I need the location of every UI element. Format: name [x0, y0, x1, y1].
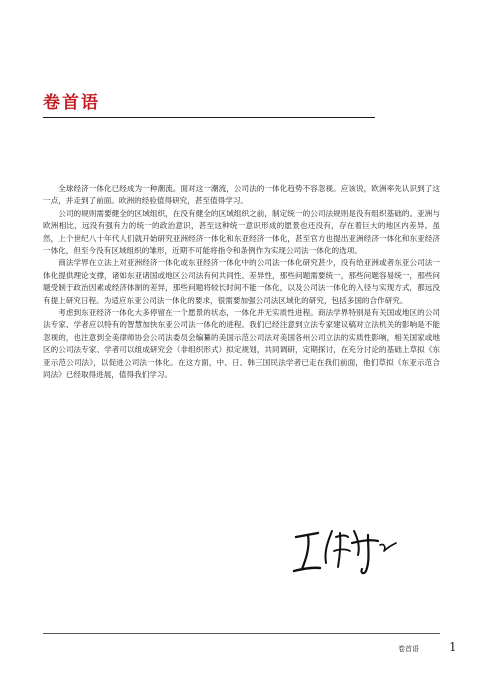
page-number: 1 [449, 640, 457, 654]
running-footer-label: 卷首语 [398, 645, 419, 653]
footer-rule [43, 633, 440, 634]
paragraph: 商法学界在立法上对亚洲经济一体化或东亚经济一体化中的公司法一体化研究甚少，没有给亚洲或者东亚公司法一体化提供理论支撑，诸如东亚诸国或地区公司法有何共同性、差异性，那些问题需要统一，那些问题容易统一，那些问题受制于政治因素或经济体制的差异，那些问题将较长时间不能一体化，以及公司法一体化的入径与实现方式，都远没有提上研究日程。为适应东亚公司法一体化的要求，很需要加强公司法区域化的研究，包括多国的合作研究。 [43, 258, 440, 305]
paragraph: 全球经济一体化已经成为一种潮流。面对这一潮流，公司法的一体化趋势不容忽视。应该说，欧洲率先认识到了这一点，并走到了前面。欧洲的经验值得研究，甚至值得学习。 [43, 184, 440, 206]
body-text [43, 183, 440, 382]
paragraph: 公司的规则需要健全的区域组织，在没有健全的区域组织之前，制定统一的公司法规则是没有组织基础的。亚洲与欧洲相比，远没有强有力的统一的政治意识，甚至这种统一意识形成的愿景也还没有，存在着巨大的地区内差异。虽然，上个世纪八十年代人们就开始研究亚洲经济一体化和东亚经济一体化，甚至官方也提出亚洲经济一体化和东亚经济一体化，但至今没有区域组织的雏形，近期不可能将指令和条例作为实现公司法一体化的选项。 [43, 208, 440, 256]
paragraph: 考虑到东亚经济一体化大多停留在一个愿景的状态，一体化并无实质性进程。商法学界特别是有关国或地区的公司法专家、学者应以特有的智慧加快东亚公司法一体化的进程。我们已经注意到立法专家建议稿对立法机关的影响是不能忽视的，也注意到全美律师协会公司法委员会编纂的美国示范公司法对美国各州公司立法的实质性影响，相关国家或地区的公司法专家、学者可以组成研究会（非组织形式）拟定规划，共同调研，定期探讨，在充分讨论的基础上草拟《东亚示范公司法》，以促进公司法一体化。在这方面，中、日、韩三国民法学者已走在我们前面，他们草拟《东亚示范合同法》已经取得进展，值得我们学习。 [43, 308, 440, 380]
page-title: 卷首语 [43, 93, 100, 113]
title-underline [43, 117, 375, 118]
handwritten-signature [288, 525, 408, 577]
